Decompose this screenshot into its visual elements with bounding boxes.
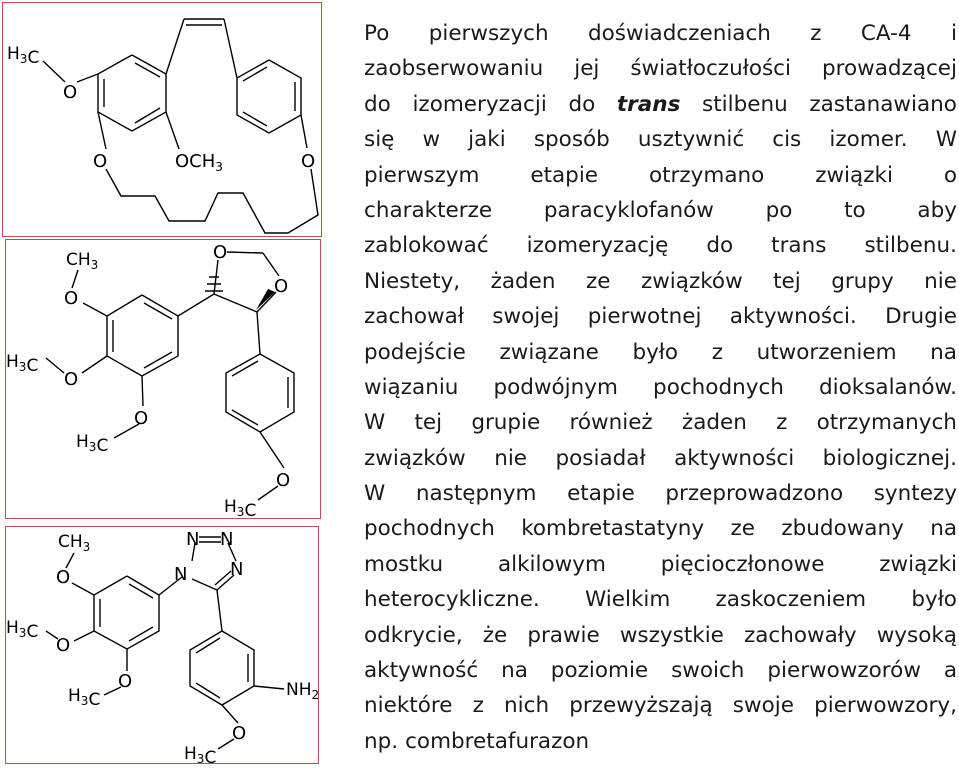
oxygen-ring-right-label: O: [274, 276, 289, 297]
text-line: [364, 370, 957, 405]
text-word: jaki: [468, 127, 506, 153]
text-word: z: [776, 410, 788, 436]
text-word: z: [810, 21, 822, 46]
text-word: do: [706, 233, 734, 259]
text-word: Po: [364, 21, 390, 46]
text-word: pierwszym: [364, 162, 480, 188]
text-word: związane: [499, 339, 599, 365]
text-word: się: [364, 127, 395, 153]
text-word: aktywność: [364, 658, 479, 684]
text-word: biologicznej.: [822, 445, 957, 471]
nitrogen-label-2: N: [220, 529, 234, 550]
nitrogen-label-1: N: [186, 529, 200, 550]
text-word: prowadzącej: [821, 56, 957, 82]
text-word: niektóre: [364, 693, 453, 719]
text-word: trans: [771, 233, 827, 259]
paracyclophane-drawing: [3, 3, 323, 238]
text-word: cis: [772, 127, 802, 153]
h3c-low-label: $H_3C$: [76, 432, 109, 456]
text-word: utworzeniem: [756, 339, 897, 365]
text-word: izomer.: [829, 127, 908, 153]
text-word: to: [844, 197, 866, 223]
text-word: heterocykliczne.: [364, 587, 540, 613]
text-word: zablokować: [364, 233, 489, 259]
tetrazole-ring: [159, 537, 236, 631]
text-word: a: [943, 658, 957, 684]
text-word: stilbenu.: [864, 233, 957, 259]
text-word: doświadczeniach: [587, 21, 771, 46]
nh2-label: $NH_2$: [286, 680, 320, 702]
text-word: aby: [917, 197, 957, 223]
text-line: [364, 441, 957, 476]
text-word: żaden: [490, 268, 556, 294]
nitrogen-label-4: N: [230, 559, 244, 580]
text-word: etapie: [530, 162, 599, 188]
text-line: [364, 264, 957, 299]
text-word: Drugie: [885, 304, 957, 330]
text-word: swojej: [492, 304, 560, 330]
text-line: [364, 724, 957, 759]
text-word: podejście: [364, 339, 466, 365]
text-word: było: [632, 339, 679, 365]
text-word: ze: [585, 268, 611, 294]
text-word: że: [482, 622, 508, 648]
text-line: [364, 405, 957, 440]
text-word: do: [568, 91, 596, 117]
text-line: [364, 16, 957, 51]
text-word: etapie: [567, 481, 635, 507]
text-line: [364, 158, 957, 193]
text-word: jej: [574, 56, 600, 82]
ch3-label: $CH_3$: [66, 250, 99, 272]
text-word: posiadał: [555, 445, 646, 471]
text-word: syntezy: [873, 481, 957, 507]
oxygen-low-label-3: O: [118, 671, 133, 692]
nitrogen-label-3: N: [174, 564, 188, 585]
text-word: związki: [815, 162, 893, 188]
trimethoxyphenyl-ring: [107, 295, 178, 376]
text-line: [364, 653, 957, 688]
methoxy-bonds-2: [46, 270, 284, 500]
text-word: CA-4: [860, 21, 912, 46]
text-word: na: [930, 516, 957, 542]
oxygen-para-label-3: O: [232, 723, 247, 744]
text-word: otrzymano: [648, 162, 765, 188]
text-word: również: [569, 410, 653, 436]
ch3-label-3: $CH_3$: [58, 532, 91, 554]
text-word: zastanawiano: [809, 91, 957, 117]
oxygen-para-label: O: [276, 470, 291, 491]
structure-paracyclophane: [2, 2, 322, 237]
text-line: [364, 582, 957, 617]
text-word: Wielkim: [584, 587, 671, 613]
text-word: paracyklofanów: [543, 197, 714, 223]
h3c-para-label: $H_3C$: [224, 497, 257, 521]
text-word: zaskoczeniem: [715, 587, 867, 613]
text-word: pierwowzory,: [814, 693, 957, 719]
text-word: kombretastatyny: [521, 516, 705, 542]
h3c-low-label-3: $H_3C$: [68, 686, 101, 710]
text-word: ze: [730, 516, 756, 542]
h3c-mid-label: $H_3C$: [6, 352, 39, 376]
methoxy-bonds: [43, 61, 307, 149]
text-word: na: [501, 658, 528, 684]
text-word: stilbenu: [702, 91, 788, 117]
description-paragraph: [364, 16, 957, 759]
text-word: np.: [364, 728, 399, 754]
text-word: żaden: [681, 410, 747, 436]
text-word: przewyższają: [569, 693, 713, 719]
text-word: pochodnych: [653, 374, 784, 400]
structure-tetrazole: [5, 526, 320, 768]
oxygen-left-label: O: [93, 151, 108, 172]
text-word: zachowały: [743, 622, 857, 648]
text-word: odkrycie,: [364, 622, 463, 648]
text-line: [364, 228, 957, 263]
text-word: otrzymanych: [816, 410, 957, 436]
text-word: następnym: [415, 481, 537, 507]
text-word: wszystkie: [619, 622, 724, 648]
text-line: [364, 688, 957, 723]
structure-dioxolane: [5, 239, 321, 519]
text-word: combretafurazon: [405, 728, 590, 754]
text-word: mostku: [364, 551, 444, 577]
text-word: pięcioczłonowe: [660, 551, 825, 577]
text-word: pierwotnej: [587, 304, 702, 330]
text-line: [364, 618, 957, 653]
methoxyphenyl-ring: [226, 354, 294, 432]
oxygen-upper-label-3: O: [56, 567, 71, 588]
text-word: zbudowany: [781, 516, 904, 542]
text-word: Niestety,: [364, 268, 461, 294]
text-word: grupy: [831, 268, 894, 294]
text-word: światłoczułości: [630, 56, 791, 82]
text-word: izomeryzacji: [412, 91, 547, 117]
cis-double-bond: [166, 19, 237, 78]
text-word: związków: [640, 268, 743, 294]
text-word: o: [943, 162, 957, 188]
oxygen-mid-label: O: [64, 369, 79, 390]
text-word: aktywności: [674, 445, 795, 471]
oxygen-right-label: O: [301, 151, 316, 172]
text-word: pochodnych: [364, 516, 495, 542]
text-line: [364, 335, 957, 370]
text-line: [364, 122, 957, 157]
text-word: na: [930, 339, 957, 365]
text-line: [364, 193, 957, 228]
text-word: aktywności.: [729, 304, 857, 330]
text-word: W: [364, 410, 386, 436]
text-word: prawie: [527, 622, 600, 648]
text-word: trans: [616, 91, 681, 117]
text-word: pierwowzorów: [767, 658, 921, 684]
h3c-top-label: $H_3C$: [7, 44, 40, 68]
text-line: [364, 299, 957, 334]
text-word: i: [950, 21, 957, 46]
alkyl-bridge: [106, 169, 318, 233]
text-word: nie: [494, 445, 528, 471]
text-word: z: [711, 339, 723, 365]
text-word: było: [911, 587, 957, 613]
dioxolane-ring: [178, 252, 279, 354]
oxygen-top-label: O: [63, 82, 78, 103]
text-word: nie: [924, 268, 957, 294]
text-word: swoje: [732, 693, 794, 719]
text-word: związki: [879, 551, 957, 577]
text-word: tej: [773, 268, 801, 294]
tetrazole-drawing: [6, 527, 320, 768]
dioxolane-drawing: [6, 240, 322, 520]
oxygen-upper-label: O: [64, 288, 79, 309]
text-word: charakterze: [364, 197, 493, 223]
text-word: wiązaniu: [364, 374, 459, 400]
text-word: związków: [364, 445, 466, 471]
text-word: izomeryzację: [526, 233, 669, 259]
text-word: W: [364, 481, 386, 507]
trimethoxyphenyl-ring-3: [94, 576, 159, 649]
text-word: po: [765, 197, 793, 223]
text-word: dioksalanów.: [818, 374, 957, 400]
text-word: zachował: [364, 304, 464, 330]
trimethoxy-ring: [98, 55, 166, 131]
text-word: podwójnym: [493, 374, 618, 400]
para-ring: [237, 60, 301, 133]
text-line: [364, 547, 957, 582]
aminomethoxyphenyl-ring: [190, 631, 254, 705]
substituent-bonds-3: [46, 553, 284, 749]
oxygen-ring-top-label: O: [213, 242, 228, 263]
text-line: [364, 51, 957, 86]
text-word: usztywnić: [637, 127, 745, 153]
text-word: wysoką: [876, 622, 957, 648]
text-word: przeprowadzono: [665, 481, 844, 507]
h3c-para-label-3: $H_3C$: [184, 744, 217, 768]
text-word: alkilowym: [497, 551, 606, 577]
text-line: [364, 511, 957, 546]
text-line: [364, 476, 957, 511]
oxygen-low-label: O: [134, 408, 149, 429]
text-word: swoich: [671, 658, 745, 684]
text-word: nich: [504, 693, 550, 719]
text-word: do: [364, 91, 391, 117]
h3c-mid-label-3: $H_3C$: [6, 618, 39, 642]
text-word: pierwszych: [428, 21, 549, 46]
text-word: w: [422, 127, 441, 153]
text-word: W: [935, 127, 957, 153]
text-word: z: [472, 693, 484, 719]
och3-label: $OCH_3$: [175, 151, 223, 174]
text-word: poziomie: [550, 658, 649, 684]
text-word: zaobserwowaniu: [364, 56, 544, 82]
text-line: [364, 87, 957, 122]
text-word: grupie: [471, 410, 541, 436]
text-word: tej: [414, 410, 443, 436]
oxygen-mid-label-3: O: [56, 635, 71, 656]
text-word: sposób: [533, 127, 610, 153]
